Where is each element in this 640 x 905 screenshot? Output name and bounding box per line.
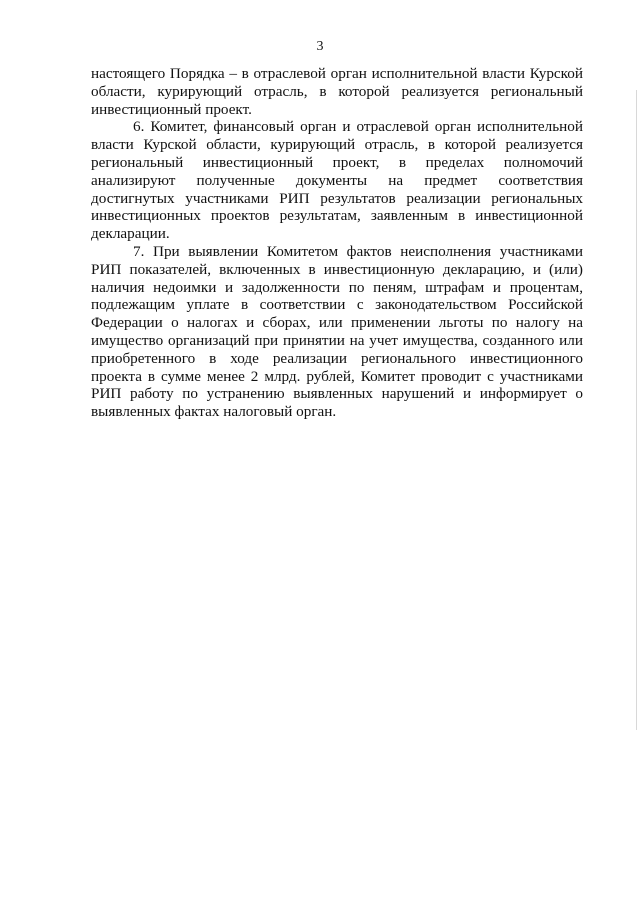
scan-edge-line [636, 90, 637, 730]
paragraph-continuation: настоящего Порядка – в отраслевой орган исполнительной власти Курской области, курирующий отрасль, в которой реализуется региональный инвестиционный проект. [91, 65, 583, 118]
paragraph-item-7: 7. При выявлении Комитетом фактов неисполнения участниками РИП показателей, включенных в инвестиционную декларацию, и (или) наличия недоимки и задолженности по пеням, штрафам и процентам, подлежащим уплате в соответствии с законодательством Российской Федерации о налогах и сборах, или применении льготы по налогу на имущество организаций при принятии на учет имущества, созданного или приобретенного в ходе реализации регионального инвестиционного проекта в сумме менее 2 млрд. рублей, Комитет проводит с участниками РИП работу по устранению выявленных нарушений и информирует о выявленных фактах налоговый орган. [91, 242, 583, 421]
page-number: 3 [316, 39, 324, 54]
paragraph-item-6: 6. Комитет, финансовый орган и отраслевой орган исполнительной власти Курской области, курирующий отрасль, в которой реализуется региональный инвестиционный проект, в пределах полномочий анализируют полученные документы на предмет соответствия достигнутых участниками РИП результатов реализации региональных инвестиционных проектов результатам, заявленным в инвестиционной декларации. [91, 118, 583, 243]
document-body [91, 65, 583, 421]
